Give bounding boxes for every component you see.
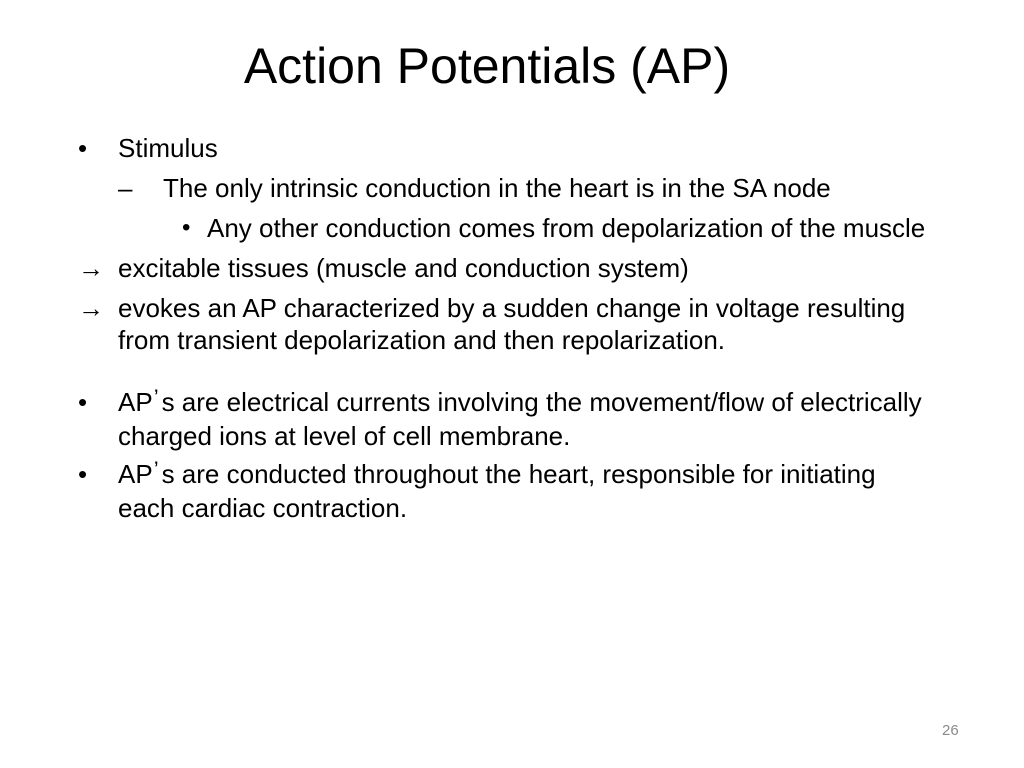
slide-body (78, 126, 938, 524)
sub-sub-bullet-depolarization (78, 212, 938, 244)
ap-label: AP (118, 387, 153, 417)
arrow-right-icon: → (78, 293, 104, 323)
bullet-text (118, 458, 938, 524)
arrow-item-text: excitable tissues (muscle and conduction system) (118, 253, 689, 283)
dash-icon: – (118, 173, 133, 203)
bullet-text (118, 386, 938, 452)
bullet-icon: • (78, 387, 88, 417)
bullet-conducted (78, 458, 938, 524)
bullet-icon: • (78, 459, 88, 489)
spacer (78, 356, 938, 380)
arrow-item-excitable (78, 252, 938, 284)
bullet-icon: • (182, 214, 191, 241)
sub-bullet-text: The only intrinsic conduction in the heart is in the SA node (163, 173, 831, 203)
bullet-text-rest: s are conducted throughout the heart, responsible for initiating each cardiac contraction. (118, 459, 876, 523)
sub-sub-bullet-text: Any other conduction comes from depolarization of the muscle (207, 213, 926, 243)
apostrophe: ’ (153, 457, 159, 482)
arrow-item-evokes (78, 292, 938, 356)
bullet-text-rest: s are electrical currents involving the movement/flow of electrically charged ions at level of cell membrane. (118, 387, 922, 451)
bullet-electrical-currents (78, 386, 938, 452)
bullet-icon: • (78, 133, 88, 163)
ap-label: AP (118, 459, 153, 489)
slide-title: Action Potentials (AP) (243, 38, 731, 94)
arrow-item-text: evokes an AP characterized by a sudden change in voltage resulting from transient depolarization and then repolarization. (118, 293, 906, 355)
bullet-stimulus (78, 132, 938, 164)
apostrophe: ’ (153, 385, 159, 410)
sub-bullet-sa-node (78, 172, 938, 204)
page-number: 26 (942, 722, 959, 739)
bullet-text: Stimulus (118, 133, 218, 163)
arrow-right-icon: → (78, 253, 104, 283)
